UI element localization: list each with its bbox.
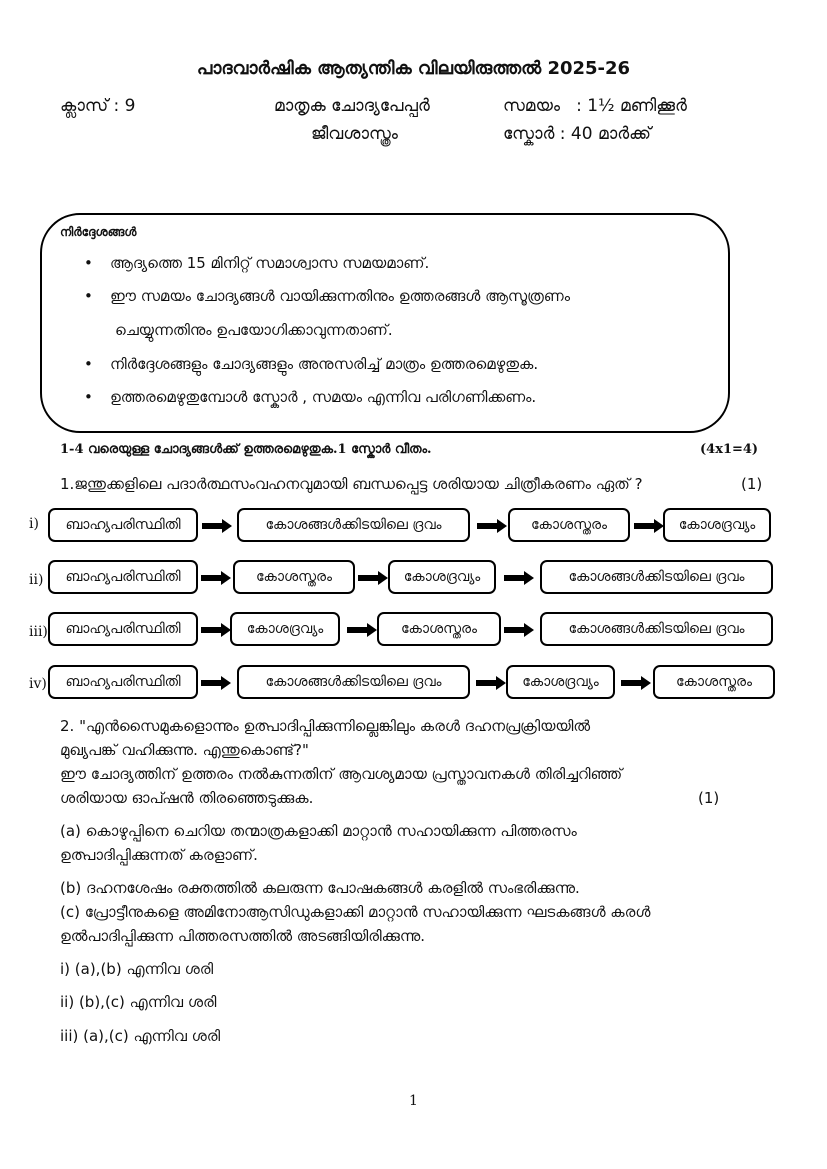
question-2-line: ഈ ചോദ്യത്തിന് ഉത്തരം നൽകുന്നതിന് ആവശ്യമായ പ്രസ്താവനകൾ തിരിച്ചറിഞ്ഞ് — [60, 765, 623, 783]
flow-box: കോശസ്തരം — [508, 508, 630, 542]
flow-arrow-icon — [201, 623, 231, 637]
time-allowed: സമയം : 1½ മണിക്കൂർ — [503, 96, 687, 116]
flow-arrow-icon — [201, 676, 231, 690]
statement-a: (a) കൊഴുപ്പിനെ ചെറിയ തന്മാത്രകളാക്കി മാറ്റാൻ സഹായിക്കുന്ന പിത്തരസം — [60, 822, 577, 840]
flow-box: കോശസ്തരം — [233, 560, 355, 594]
q1-option-label: ii) — [29, 572, 44, 588]
flow-box: കോശദ്രവ്യം — [663, 508, 771, 542]
flow-arrow-icon — [477, 519, 507, 533]
section-instruction: 1-4 വരെയുള്ള ചോദ്യങ്ങൾക്ക് ഉത്തരമെഴുതുക.1 സ്കോർ വീതം. — [60, 442, 432, 457]
flow-box: കോശദ്രവ്യം — [506, 665, 615, 699]
question-2-line: 2. "എൻസൈമുകളൊന്നും ഉത്പാദിപ്പിക്കുന്നില്ലെങ്കിലും കരൾ ദഹനപ്രക്രിയയിൽ — [60, 717, 591, 735]
flow-arrow-icon — [202, 519, 232, 533]
statement-c: (c) പ്രോട്ടീനുകളെ അമിനോആസിഡുകളാക്കി മാറ്റാൻ സഹായിക്കുന്ന ഘടകങ്ങൾ കരൾ — [60, 903, 651, 921]
subject: ജീവശാസ്ത്രം — [311, 124, 398, 144]
statement-b: (b) ദഹനശേഷം രക്തത്തിൽ കലരുന്ന പോഷകങ്ങൾ കരളിൽ സംഭരിക്കുന്നു. — [60, 879, 580, 897]
q1-option-label: iii) — [29, 624, 48, 640]
instructions-heading: നിർദ്ദേശങ്ങൾ — [60, 225, 137, 239]
statement-c-continued: ഉൽപാദിപ്പിക്കുന്ന പിത്തരസത്തിൽ അടങ്ങിയിരിക്കുന്നു. — [60, 927, 426, 945]
total-score: സ്കോർ : 40 മാർക്ക് — [503, 124, 651, 144]
flow-arrow-icon — [634, 519, 664, 533]
flow-arrow-icon — [621, 676, 651, 690]
question-2-line: മുഖ്യപങ്ക് വഹിക്കുന്നു. എന്തുകൊണ്ട്?" — [60, 741, 309, 759]
instruction-item: • ഉത്തരമെഴുതുമ്പോൾ സ്കോർ , സമയം എന്നിവ പരിഗണിക്കണം. — [84, 388, 537, 406]
flow-box: കോശസ്തരം — [377, 612, 501, 646]
class-label: ക്ലാസ് : 9 — [60, 96, 136, 116]
flow-box: കോശങ്ങൾക്കിടയിലെ ദ്രവം — [237, 665, 470, 699]
answer-option: ii) (b),(c) എന്നിവ ശരി — [60, 993, 217, 1011]
flow-box: കോശങ്ങൾക്കിടയിലെ ദ്രവം — [540, 560, 773, 594]
paper-type: മാതൃക ചോദ്യപേപ്പർ — [274, 96, 430, 116]
flow-arrow-icon — [504, 623, 534, 637]
instruction-item: • ആദ്യത്തെ 15 മിനിറ്റ് സമാശ്വാസ സമയമാണ്. — [84, 254, 430, 272]
instruction-item: • ഈ സമയം ചോദ്യങ്ങൾ വായിക്കുന്നതിനും ഉത്തരങ്ങൾ ആസൂത്രണം — [84, 287, 570, 305]
instruction-item: • നിർദ്ദേശങ്ങളും ചോദ്യങ്ങളും അനുസരിച്ച് മാത്രം ഉത്തരമെഴുതുക. — [84, 355, 539, 373]
question-2-line: ശരിയായ ഓപ്ഷൻ തിരഞ്ഞെടുക്കുക. — [60, 789, 314, 807]
flow-box: കോശദ്രവ്യം — [230, 612, 340, 646]
flow-box: കോശങ്ങൾക്കിടയിലെ ദ്രവം — [540, 612, 773, 646]
answer-option: iii) (a),(c) എന്നിവ ശരി — [60, 1027, 221, 1045]
flow-arrow-icon — [476, 676, 506, 690]
flow-box: ബാഹ്യപരിസ്ഥിതി — [48, 560, 198, 594]
answer-option: i) (a),(b) എന്നിവ ശരി — [60, 960, 214, 978]
section-marks: (4x1=4) — [700, 442, 759, 457]
flow-box: ബാഹ്യപരിസ്ഥിതി — [48, 508, 198, 542]
question-1-mark: (1) — [741, 475, 763, 493]
flow-box: ബാഹ്യപരിസ്ഥിതി — [48, 665, 198, 699]
question-1-text: 1.ജന്തുക്കളിലെ പദാർത്ഥസംവഹനവുമായി ബന്ധപ്പെട്ട ശരിയായ ചിത്രീകരണം ഏത് ? — [60, 475, 643, 493]
flow-arrow-icon — [201, 571, 231, 585]
statement-a-continued: ഉത്പാദിപ്പിക്കുന്നത് കരളാണ്. — [60, 846, 258, 864]
page-number: 1 — [409, 1093, 418, 1109]
q1-option-label: iv) — [29, 676, 47, 692]
flow-box: കോശസ്തരം — [653, 665, 775, 699]
question-2-mark: (1) — [698, 789, 720, 807]
q1-option-label: i) — [29, 516, 39, 532]
flow-box: കോശദ്രവ്യം — [388, 560, 496, 594]
flow-box: കോശങ്ങൾക്കിടയിലെ ദ്രവം — [237, 508, 470, 542]
flow-arrow-icon — [358, 571, 388, 585]
flow-arrow-icon — [504, 571, 534, 585]
paper-title: പാദവാർഷിക ആത്യന്തിക വിലയിരുത്തൽ 2025-26 — [196, 58, 631, 79]
instruction-item-continued: ചെയ്യുന്നതിനും ഉപയോഗിക്കാവുന്നതാണ്. — [115, 321, 393, 339]
flow-arrow-icon — [347, 623, 377, 637]
flow-box: ബാഹ്യപരിസ്ഥിതി — [48, 612, 198, 646]
